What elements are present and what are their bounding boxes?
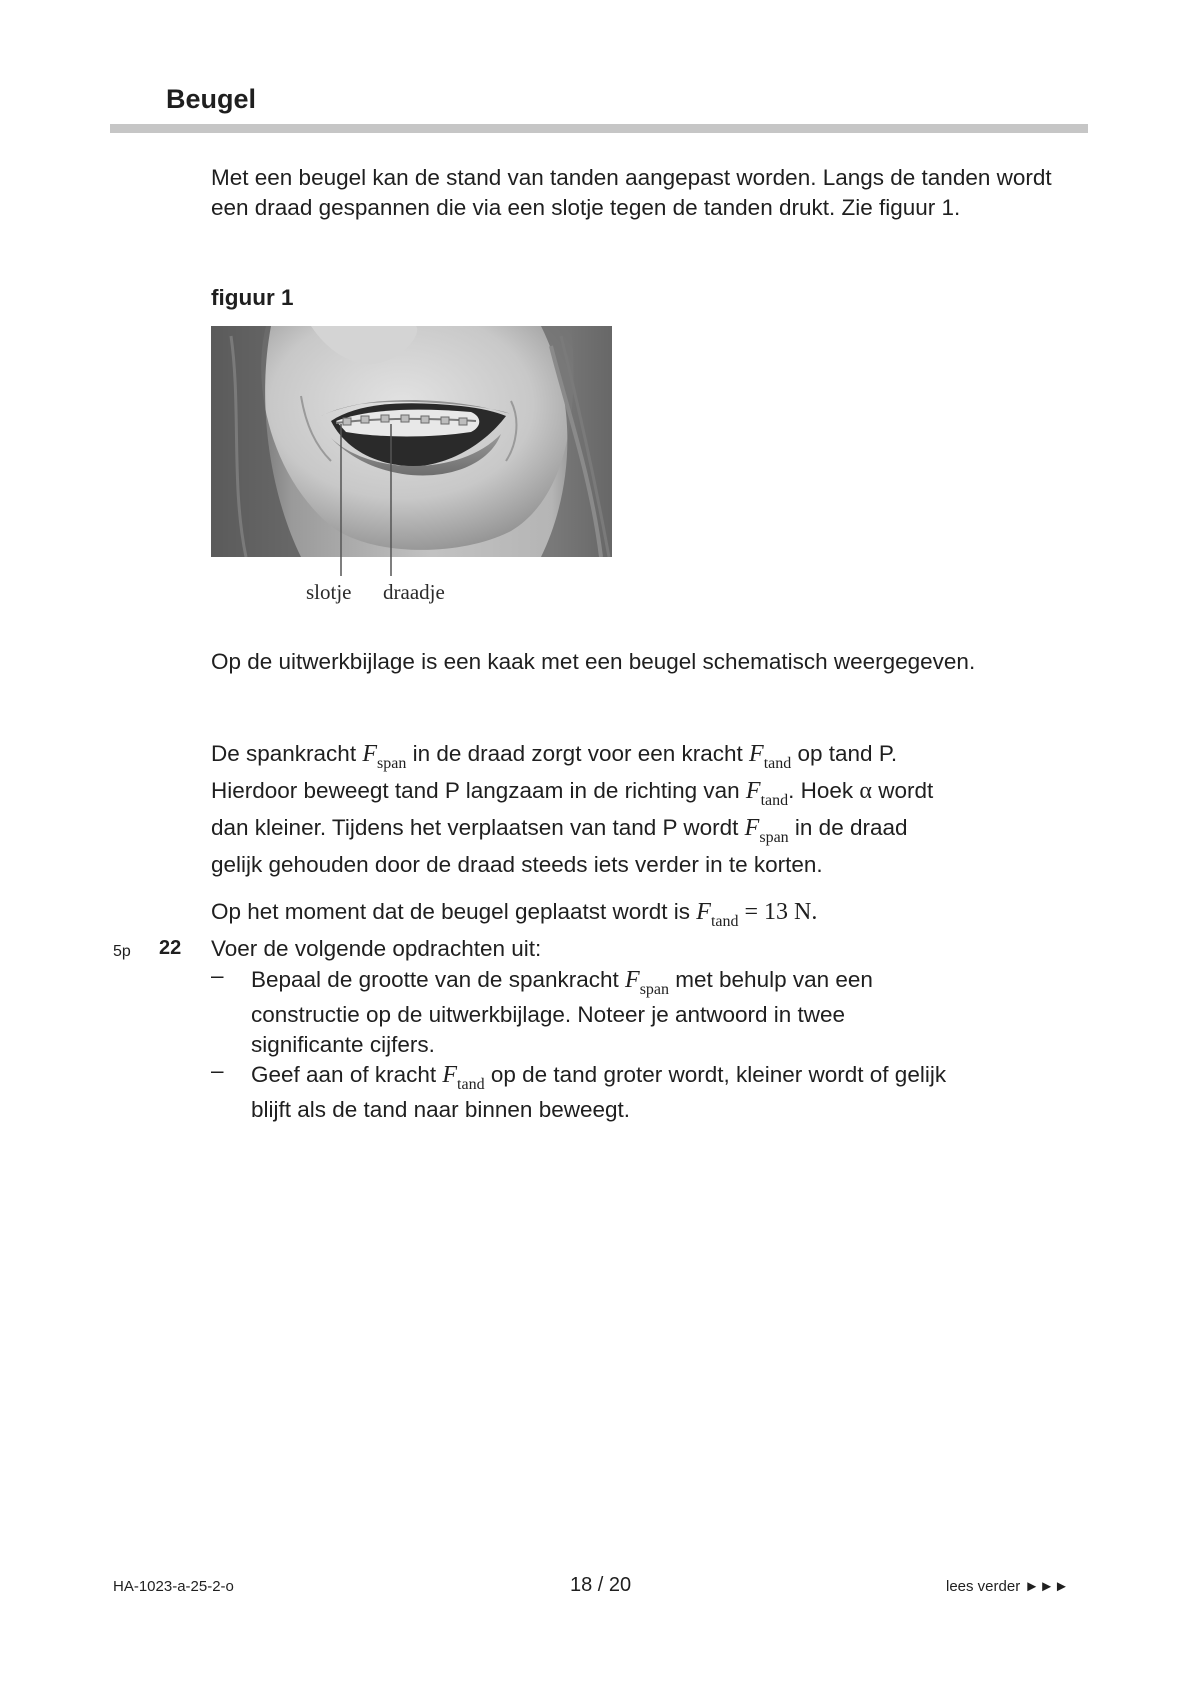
question-number: 22 xyxy=(159,937,182,959)
caption-draadje: draadje xyxy=(383,580,445,604)
symbol-alpha: α xyxy=(859,778,872,804)
para3-line-4: gelijk gehouden door de draad steeds iets verder in te korten. xyxy=(211,852,823,877)
item1-line-1: Bepaal de grootte van de spankracht $F_{span}$ met behulp van een xyxy=(251,967,873,998)
figure-leader-lines xyxy=(211,326,612,586)
list-dash: – xyxy=(211,963,224,988)
subscript: tand xyxy=(457,1076,485,1093)
question-intro: Voer de volgende opdrachten uit: xyxy=(211,936,542,961)
paragraph-spankracht xyxy=(211,737,1061,882)
symbol-f: F xyxy=(745,778,761,804)
list-dash: – xyxy=(211,1058,224,1083)
question-points: 5p xyxy=(113,943,131,960)
subscript: tand xyxy=(763,755,792,772)
intro-paragraph: Met een beugel kan de stand van tanden aangepast worden. Langs de tanden wordt een draad gespannen die via een slotje tegen de tanden drukt. Zie figuur 1. xyxy=(211,165,1052,220)
symbol-f: F xyxy=(744,815,760,841)
item1-line-2: constructie op de uitwerkbijlage. Noteer je antwoord in twee xyxy=(251,1002,846,1027)
para3-line-1: De spankracht $F_{span}$ in de draad zorgt voor een kracht $F_{tand}$ op tand P. xyxy=(211,741,898,772)
para3-line-2: Hierdoor beweegt tand P langzaam in de richting van $F_{tand}$. Hoek α wordt xyxy=(211,778,934,809)
footer-page-number: 18 / 20 xyxy=(570,1574,632,1596)
subscript: span xyxy=(639,981,670,998)
symbol-f: F xyxy=(749,741,764,767)
subscript: tand xyxy=(710,913,739,930)
symbol-f: F xyxy=(442,1062,458,1088)
subscript: tand xyxy=(760,792,789,809)
subscript: span xyxy=(377,755,407,772)
paragraph-moment: Op het moment dat de beugel geplaatst wordt is $F_{tand} = 13$ N. xyxy=(211,899,818,930)
question-item-2 xyxy=(251,1058,1071,1125)
item2-line-2: blijft als de tand naar binnen beweegt. xyxy=(251,1097,631,1122)
symbol-f: F xyxy=(625,967,640,993)
figure-label: figuur 1 xyxy=(211,285,294,310)
title-rule xyxy=(110,124,1088,133)
subscript: span xyxy=(759,829,789,846)
section-title: Beugel xyxy=(166,84,257,114)
symbol-f: F xyxy=(362,741,377,767)
item1-line-3: significante cijfers. xyxy=(251,1032,435,1057)
paragraph-uitwerkbijlage: Op de uitwerkbijlage is een kaak met een beugel schematisch weergegeven. xyxy=(211,649,976,674)
footer-continue: lees verder ►►► xyxy=(946,1578,1069,1595)
caption-slotje: slotje xyxy=(306,580,352,604)
para3-line-3: dan kleiner. Tijdens het verplaatsen van tand P wordt $F_{span}$ in de draad xyxy=(211,815,908,846)
item2-line-1: Geef aan of kracht $F_{tand}$ op de tand groter wordt, kleiner wordt of gelijk xyxy=(251,1062,947,1093)
symbol-f: F xyxy=(696,899,711,925)
question-item-1 xyxy=(251,963,1071,1060)
footer-exam-code: HA-1023-a-25-2-o xyxy=(113,1578,234,1595)
